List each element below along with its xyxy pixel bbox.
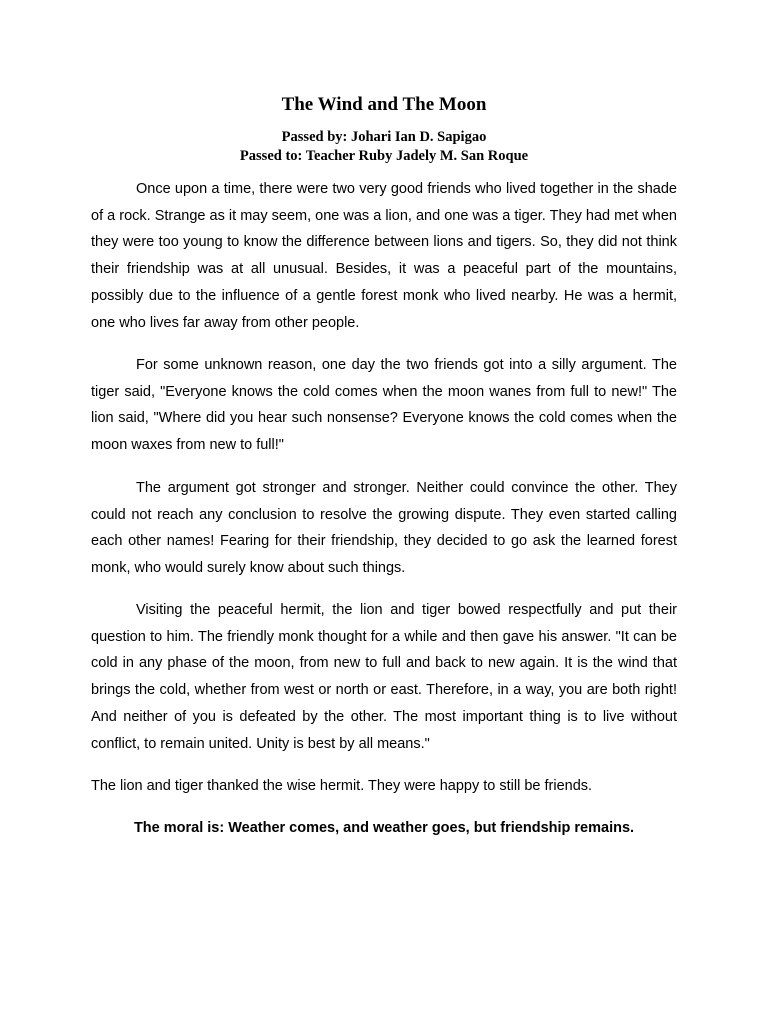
story-paragraph-1: Once upon a time, there were two very good friends who lived together in the shade of a rock. Strange as it may seem, one was a lion, and one was a tiger. They had met when they were too young to know the difference between lions and tigers. So, they did not think their friendship was at all unusual. Besides, it was a peaceful part of the mountains, possibly due to the influence of a gentle forest monk who lived nearby. He was a hermit, one who lives far away from other people. — [91, 181, 677, 331]
passed-to-line: Passed to: Teacher Ruby Jadely M. San Roque — [239, 148, 529, 164]
document-title: The Wind and The Moon — [281, 94, 487, 115]
story-paragraph-2: For some unknown reason, one day the two friends got into a silly argument. The tiger said, "Everyone knows the cold comes when the moon wanes from full to new!" The lion said, "Where did you hear such nonsense? Everyone knows the cold comes when the moon waxes from new to full!" — [91, 357, 677, 454]
story-paragraph-4: Visiting the peaceful hermit, the lion and tiger bowed respectfully and put their question to him. The friendly monk thought for a while and then gave his answer. "It can be cold in any phase of the moon, from new to full and back to new again. It is the wind that brings the cold, whether from west or north or east. Therefore, in a way, you are both right! And neither of you is defeated by the other. The most important thing is to live without conflict, to remain united. Unity is best by all means." — [91, 602, 677, 752]
story-paragraph-3: The argument got stronger and stronger. Neither could convince the other. They could not reach any conclusion to resolve the growing dispute. They even started calling each other names! Fearing for their friendship, they decided to go ask the learned forest monk, who would surely know about such things. — [91, 480, 677, 577]
story-paragraph-5: The lion and tiger thanked the wise hermit. They were happy to still be friends. — [91, 778, 593, 794]
moral-statement: The moral is: Weather comes, and weather goes, but friendship remains. — [133, 820, 635, 836]
passed-by-line: Passed by: Johari Ian D. Sapigao — [281, 129, 487, 145]
